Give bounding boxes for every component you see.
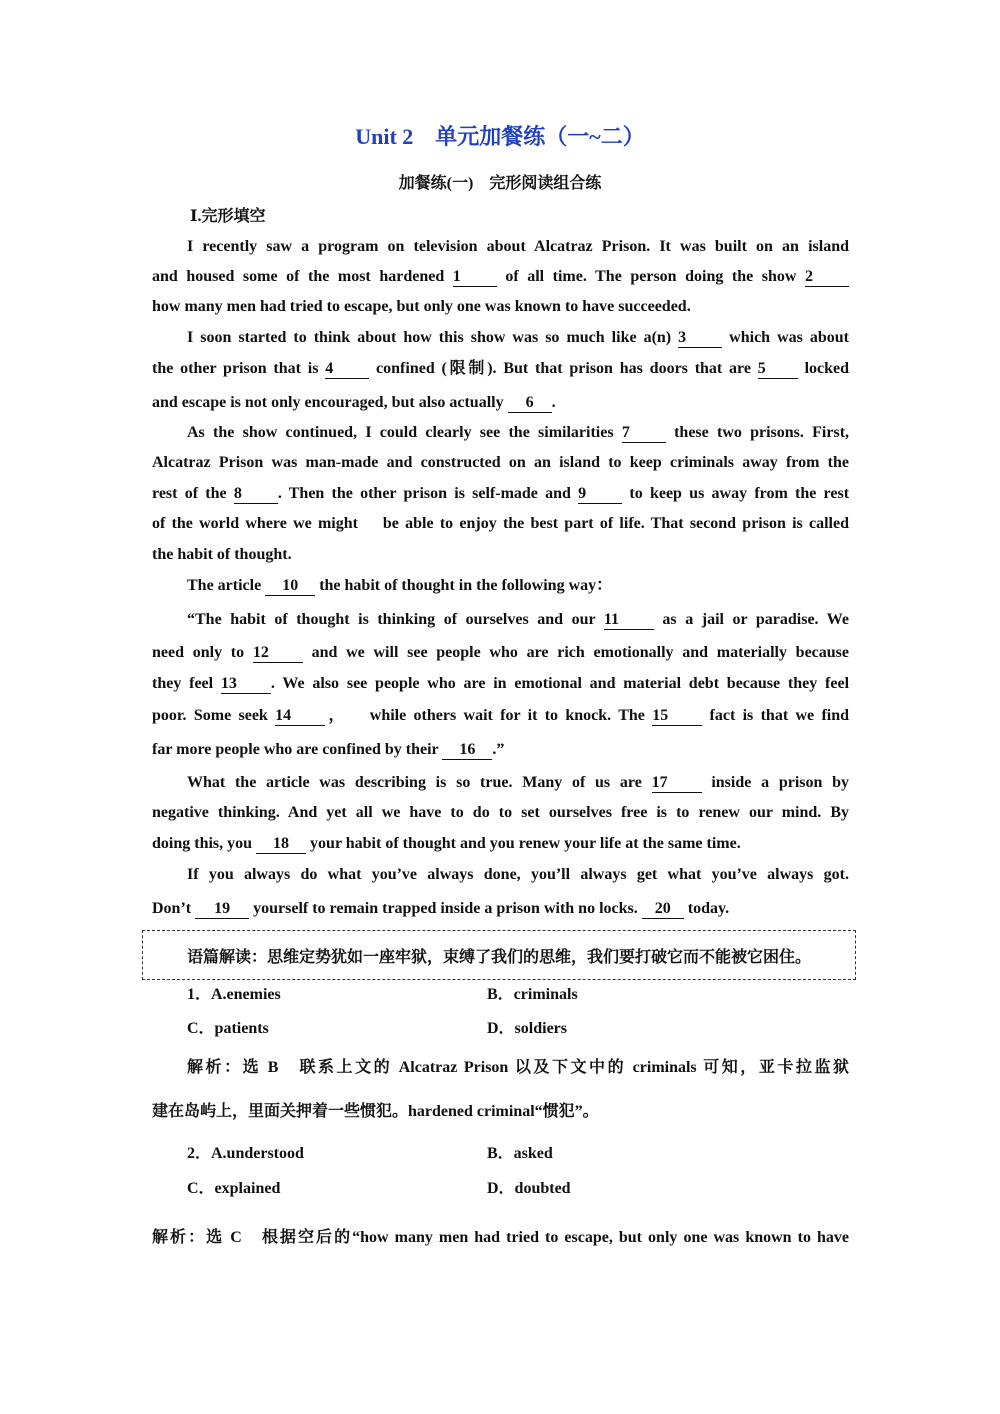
passage-line-5: the other prison that is 4 confined (限制). But that prison has doors that are 5 locked	[152, 360, 850, 377]
q2-option-a: 2．A.understood	[187, 1145, 304, 1162]
passage-line-18: What the article was describing is so true. Many of us are 17 inside a prison by	[187, 774, 850, 791]
q2-explanation-line-1: 解析：选 C 根据空后的“how many men had tried to escape, but only one was known to have	[152, 1229, 849, 1246]
blank-15[interactable]: 15	[652, 707, 702, 726]
passage-line-7: As the show continued, I could clearly see the similarities 7 these two prisons. First,	[187, 424, 850, 441]
q2-option-d: D．doubted	[487, 1180, 571, 1197]
passage-line-21: If you always do what you’ve always done, you’ll always get what you’ve always got.	[187, 866, 849, 883]
blank-20[interactable]: 20	[642, 900, 684, 919]
page-title: Unit 2 单元加餐练（一~二）	[355, 124, 645, 149]
passage-line-9: rest of the 8 . Then the other prison is self-made and 9 to keep us away from the rest	[152, 485, 850, 502]
section-heading: Ⅰ.完形填空	[190, 208, 266, 225]
blank-9[interactable]: 9	[578, 485, 622, 504]
blank-6[interactable]: 6	[508, 394, 552, 413]
passage-line-1: I recently saw a program on television about Alcatraz Prison. It was built on an island	[187, 238, 849, 255]
q1-explanation-line-2: 建在岛屿上，里面关押着一些惯犯。hardened criminal“惯犯”。	[152, 1103, 599, 1120]
q1-option-d: D．soldiers	[487, 1020, 568, 1037]
blank-17[interactable]: 17	[652, 774, 702, 793]
blank-11[interactable]: 11	[604, 611, 654, 630]
q1-option-a: 1．A.enemies	[187, 986, 281, 1003]
passage-line-10: of the world where we might be able to enjoy the best part of life. That second prison is called	[152, 515, 849, 532]
q1-explanation-line-1: 解析：选 B 联系上文的 Alcatraz Prison 以及下文中的 criminals 可知，亚卡拉监狱	[187, 1059, 849, 1076]
blank-7[interactable]: 7	[622, 424, 666, 443]
passage-line-17: far more people who are confined by their 16 .”	[152, 741, 505, 758]
passage-line-11: the habit of thought.	[152, 546, 292, 563]
blank-1[interactable]: 1	[453, 268, 497, 287]
q2-option-b: B．asked	[487, 1145, 553, 1162]
passage-line-16: poor. Some seek 14 ， while others wait for it to knock. The 15 fact is that we find	[152, 707, 850, 724]
passage-line-14: need only to 12 and we will see people who are rich emotionally and materially because	[152, 644, 850, 661]
blank-12[interactable]: 12	[253, 644, 303, 663]
blank-13[interactable]: 13	[221, 675, 271, 694]
passage-line-15: they feel 13 . We also see people who are in emotional and material debt because they feel	[152, 675, 850, 692]
passage-line-4: I soon started to think about how this show was so much like a(n) 3 which was about	[187, 329, 850, 346]
blank-16[interactable]: 16	[442, 741, 492, 760]
passage-line-22: Don’t 19 yourself to remain trapped inside a prison with no locks. 20 today.	[152, 900, 730, 917]
subtitle: 加餐练(一) 完形阅读组合练	[398, 175, 602, 192]
blank-4[interactable]: 4	[325, 360, 369, 379]
blank-8[interactable]: 8	[234, 485, 278, 504]
blank-2[interactable]: 2	[805, 268, 849, 287]
blank-19[interactable]: 19	[195, 900, 249, 919]
passage-line-8: Alcatraz Prison was man-made and constructed on an island to keep criminals away from the	[152, 454, 849, 471]
blank-5[interactable]: 5	[758, 360, 798, 379]
passage-line-12: The article 10 the habit of thought in the following way：	[187, 577, 613, 594]
passage-line-3: how many men had tried to escape, but only one was known to have succeeded.	[152, 298, 691, 315]
passage-line-13: “The habit of thought is thinking of ourselves and our 11 as a jail or paradise. We	[187, 611, 850, 628]
passage-line-6: and escape is not only encouraged, but also actually 6 .	[152, 394, 556, 411]
summary-text: 语篇解读：思维定势犹如一座牢狱，束缚了我们的思维，我们要打破它而不能被它困住。	[187, 949, 812, 966]
q1-option-b: B．criminals	[487, 986, 578, 1003]
passage-line-19: negative thinking. And yet all we have to do to set ourselves free is to renew our mind. By	[152, 804, 849, 821]
q2-option-c: C．explained	[187, 1180, 281, 1197]
blank-18[interactable]: 18	[256, 835, 306, 854]
blank-14[interactable]: 14	[275, 707, 325, 726]
passage-line-20: doing this, you 18 your habit of thought and you renew your life at the same time.	[152, 835, 741, 852]
blank-10[interactable]: 10	[265, 577, 315, 596]
passage-line-2: and housed some of the most hardened 1 of all time. The person doing the show 2	[152, 267, 849, 287]
q1-option-c: C．patients	[187, 1020, 269, 1037]
blank-3[interactable]: 3	[678, 329, 722, 348]
